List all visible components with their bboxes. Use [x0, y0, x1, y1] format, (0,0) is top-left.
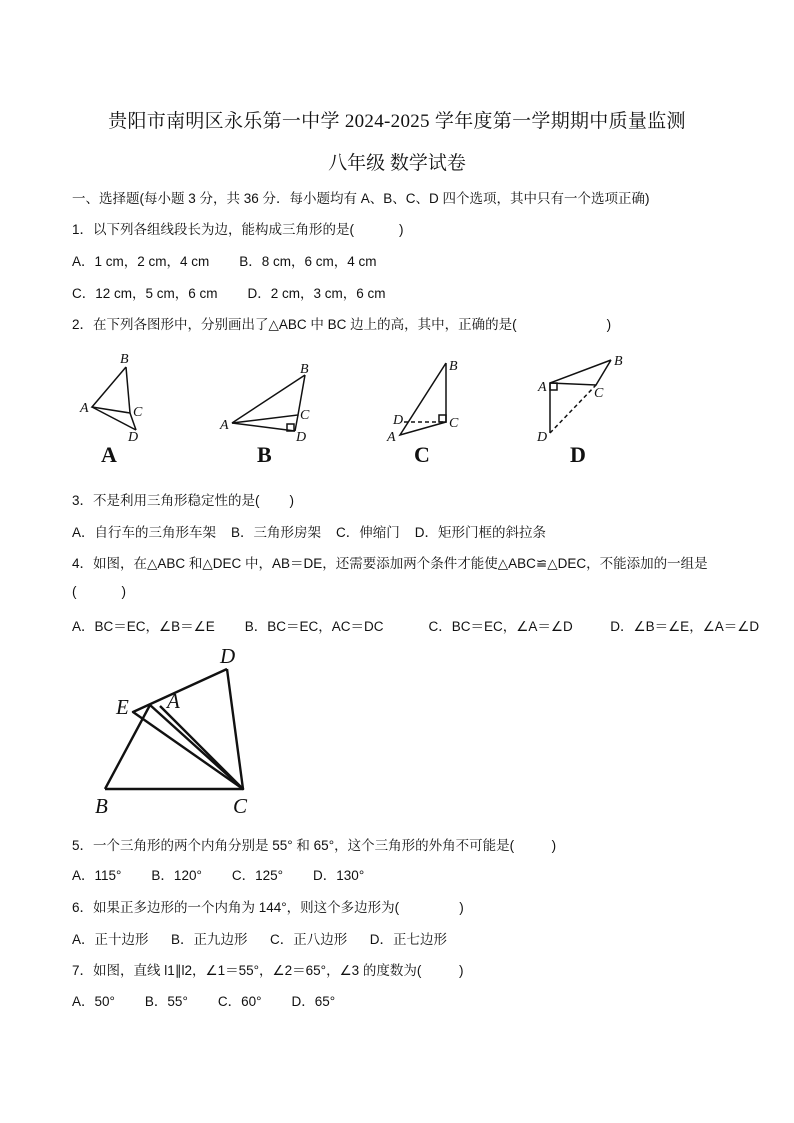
q6-stem: 6．如果正多边形的一个内角为 144°，则这个多边形为( ) [72, 900, 464, 915]
q7-stem: 7．如图，直线 l1∥l2，∠1＝55°，∠2＝65°，∠3 的度数为( ) [72, 963, 464, 978]
q2b-label-c: C [300, 408, 310, 423]
q2d-label-d: D [537, 430, 548, 445]
q1-options-row2: C．12 cm，5 cm，6 cm D．2 cm，3 cm，6 cm [72, 286, 386, 301]
q2b-label-b: B [300, 362, 309, 377]
section-heading: 一、选择题(每小题 3 分，共 36 分．每小题均有 A、B、C、D 四个选项，其中只有一个选项正确) [72, 191, 650, 206]
q2-figure-b [232, 375, 305, 431]
q7-options: A．50° B．55° C．60° D．65° [72, 994, 336, 1009]
q2d-label-c: C [594, 386, 604, 401]
q2c-label-c: C [449, 416, 459, 431]
q4-stem-cont: ( ) [72, 584, 126, 599]
q2-figure-label-a: A [101, 442, 117, 467]
exam-subtitle: 八年级 数学试卷 [328, 153, 466, 174]
q2c-label-d: D [393, 413, 404, 428]
q4-stem: 4．如图，在△ABC 和△DEC 中，AB＝DE，还需要添加两个条件才能使△ABC≌△DEC，不能添加的一组是 [72, 556, 708, 571]
q2-stem: 2．在下列各图形中，分别画出了△ABC 中 BC 边上的高，其中，正确的是( ) [72, 317, 612, 332]
q4-label-d: D [220, 644, 236, 668]
q3-stem: 3．不是利用三角形稳定性的是( ) [72, 493, 295, 508]
exam-title: 贵阳市南明区永乐第一中学 2024-2025 学年度第一学期期中质量监测 [108, 111, 686, 132]
q4-label-e: E [116, 695, 129, 719]
q2-figure-c [400, 363, 446, 435]
q2b-label-d: D [296, 430, 307, 445]
q4-options: A．BC＝EC，∠B＝∠E B．BC＝EC，AC＝DC C．BC＝EC，∠A＝∠D D．∠B＝∠E，∠A＝∠D [72, 619, 760, 634]
q2-figure-label-d: D [570, 442, 586, 467]
q1-options-row1: A．1 cm，2 cm，4 cm B．8 cm，6 cm，4 cm [72, 254, 377, 269]
q2d-label-b: B [614, 354, 623, 369]
q4-figure [90, 642, 280, 822]
q2b-label-a: A [220, 418, 229, 433]
q5-options: A．115° B．120° C．125° D．130° [72, 868, 365, 883]
q2-figures [0, 345, 794, 445]
q4-label-a: A [167, 689, 180, 713]
q2-figure-label-b: B [257, 442, 272, 467]
q1-stem: 1．以下列各组线段长为边，能构成三角形的是( ) [72, 222, 404, 237]
q2a-label-b: B [120, 352, 129, 367]
q3-options: A．自行车的三角形车架 B．三角形房架 C．伸缩门 D．矩形门框的斜拉条 [72, 525, 547, 540]
q2a-label-a: A [80, 401, 89, 416]
q4-label-c: C [233, 794, 248, 818]
q2-figure-label-c: C [414, 442, 430, 467]
q2c-label-b: B [449, 359, 458, 374]
q2c-label-a: A [387, 430, 396, 445]
q2-figure-a [92, 367, 136, 430]
q2a-label-c: C [133, 405, 143, 420]
q5-stem: 5．一个三角形的两个内角分别是 55° 和 65°，这个三角形的外角不可能是( ) [72, 838, 557, 853]
q2d-label-a: A [538, 380, 547, 395]
q4-label-b: B [95, 794, 108, 818]
q6-options: A．正十边形 B．正九边形 C．正八边形 D．正七边形 [72, 932, 448, 947]
q2a-label-d: D [128, 430, 139, 445]
